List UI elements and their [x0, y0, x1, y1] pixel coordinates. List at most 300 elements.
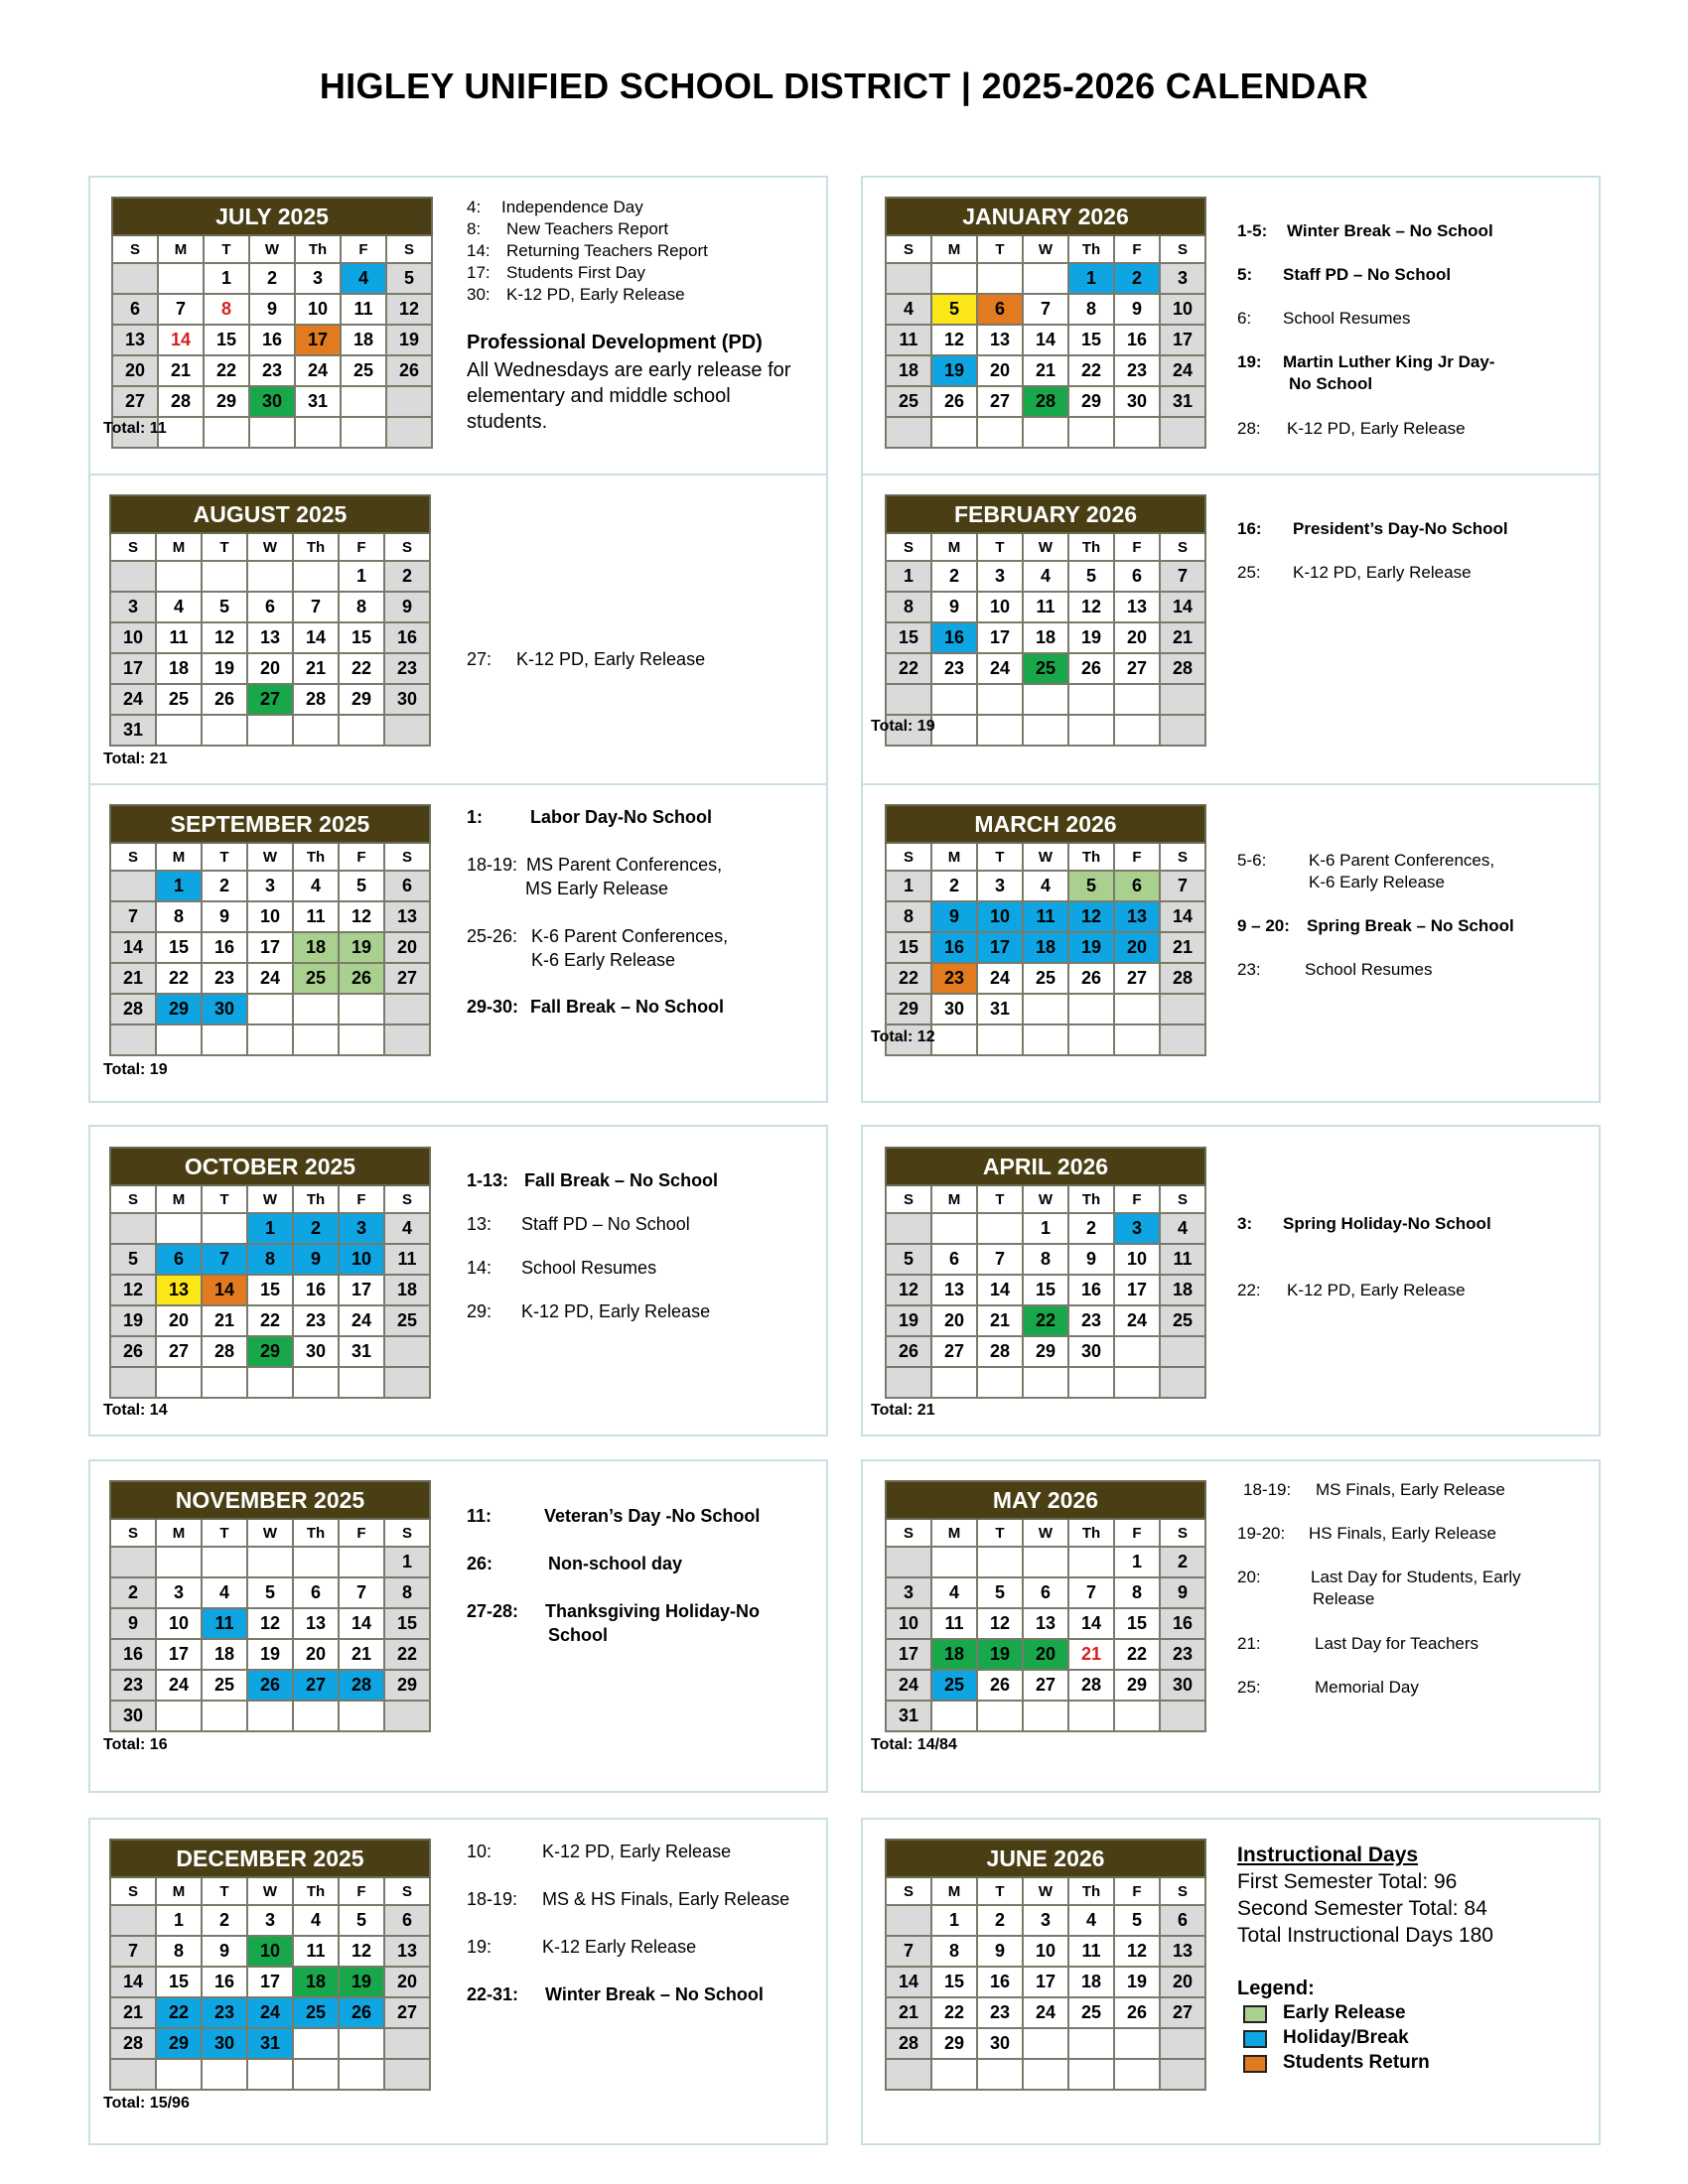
event-list-august: 27: K-12 PD, Early Release — [467, 649, 706, 669]
day-cell: 16 — [110, 1639, 156, 1670]
calendar-february-2026 — [885, 494, 1206, 747]
day-cell: 1 — [931, 1905, 977, 1936]
day-cell: 19 — [386, 325, 432, 355]
month-header: MARCH 2026 — [886, 805, 1205, 843]
day-cell: 21 — [158, 355, 204, 386]
day-cell: 26 — [339, 1997, 384, 2028]
weekday-label: M — [156, 1519, 202, 1547]
day-cell: 25 — [1023, 963, 1068, 994]
empty-cell — [1160, 1336, 1205, 1367]
day-cell: 16 — [202, 1967, 247, 1997]
empty-cell — [931, 715, 977, 746]
weekday-label: M — [931, 235, 977, 263]
day-cell: 11 — [202, 1608, 247, 1639]
day-cell: 8 — [339, 592, 384, 622]
day-cell: 28 — [1068, 1670, 1114, 1701]
day-cell: 21 — [202, 1305, 247, 1336]
day-cell: 26 — [110, 1336, 156, 1367]
day-cell: 23 — [1160, 1639, 1205, 1670]
empty-cell — [386, 417, 432, 448]
weekday-label: W — [1023, 1877, 1068, 1905]
empty-cell — [293, 561, 339, 592]
empty-cell — [202, 2059, 247, 2090]
day-cell: 14 — [1160, 901, 1205, 932]
day-cell: 23 — [202, 963, 247, 994]
empty-cell — [1160, 684, 1205, 715]
day-cell: 22 — [886, 963, 931, 994]
day-cell: 30 — [977, 2028, 1023, 2059]
empty-cell — [1114, 715, 1160, 746]
day-cell: 3 — [1160, 263, 1205, 294]
weekday-label: M — [156, 1185, 202, 1213]
day-cell: 29 — [1023, 1336, 1068, 1367]
day-cell: 5 — [1068, 561, 1114, 592]
day-cell: 5 — [931, 294, 977, 325]
day-cell: 31 — [886, 1701, 931, 1731]
day-cell: 2 — [249, 263, 295, 294]
day-cell: 23 — [110, 1670, 156, 1701]
empty-cell — [247, 1701, 293, 1731]
day-cell: 12 — [1068, 901, 1114, 932]
weekday-label: F — [339, 1877, 384, 1905]
weekday-label: F — [1114, 1185, 1160, 1213]
empty-cell — [204, 417, 249, 448]
day-cell: 3 — [977, 561, 1023, 592]
day-cell: 21 — [977, 1305, 1023, 1336]
weekday-label: Th — [293, 1877, 339, 1905]
empty-cell — [386, 386, 432, 417]
pd-body: All Wednesdays are early release for elementary and middle school students. — [467, 359, 791, 433]
day-cell: 11 — [1023, 592, 1068, 622]
day-cell: 7 — [110, 1936, 156, 1967]
day-cell: 18 — [931, 1639, 977, 1670]
empty-cell — [384, 2059, 430, 2090]
empty-cell — [1114, 1024, 1160, 1055]
empty-cell — [886, 1213, 931, 1244]
day-cell: 6 — [1114, 561, 1160, 592]
weekday-label: T — [202, 843, 247, 871]
day-cell: 18 — [1023, 932, 1068, 963]
empty-cell — [202, 1701, 247, 1731]
empty-cell — [1068, 1367, 1114, 1398]
weekday-label: S — [1160, 533, 1205, 561]
day-cell: 13 — [156, 1275, 202, 1305]
day-cell: 21 — [339, 1639, 384, 1670]
calendar-july-2025 — [111, 197, 433, 449]
weekday-label: W — [249, 235, 295, 263]
day-cell: 11 — [931, 1608, 977, 1639]
weekday-label: W — [247, 843, 293, 871]
day-cell: 29 — [204, 386, 249, 417]
day-cell: 4 — [1160, 1213, 1205, 1244]
day-cell: 13 — [931, 1275, 977, 1305]
empty-cell — [384, 994, 430, 1024]
day-cell: 9 — [931, 592, 977, 622]
day-cell: 30 — [1114, 386, 1160, 417]
day-cell: 18 — [202, 1639, 247, 1670]
month-header: FEBRUARY 2026 — [886, 495, 1205, 533]
day-cell: 13 — [977, 325, 1023, 355]
day-cell: 17 — [110, 653, 156, 684]
weekday-label: W — [247, 1877, 293, 1905]
day-cell: 10 — [977, 901, 1023, 932]
day-cell: 12 — [886, 1275, 931, 1305]
day-cell: 19 — [931, 355, 977, 386]
empty-cell — [977, 715, 1023, 746]
day-cell: 28 — [202, 1336, 247, 1367]
day-cell: 26 — [977, 1670, 1023, 1701]
day-cell: 8 — [931, 1936, 977, 1967]
weekday-label: S — [886, 533, 931, 561]
empty-cell — [341, 417, 386, 448]
weekday-label: F — [1114, 1877, 1160, 1905]
day-cell: 1 — [339, 561, 384, 592]
weekday-label: F — [339, 533, 384, 561]
empty-cell — [1160, 715, 1205, 746]
day-cell: 2 — [1068, 1213, 1114, 1244]
day-cell: 21 — [1160, 622, 1205, 653]
pd-title: Professional Development (PD) — [467, 332, 763, 353]
day-cell: 26 — [1068, 653, 1114, 684]
day-cell: 14 — [1023, 325, 1068, 355]
day-cell: 27 — [384, 963, 430, 994]
day-cell: 2 — [110, 1577, 156, 1608]
day-cell: 24 — [977, 963, 1023, 994]
day-cell: 17 — [977, 622, 1023, 653]
empty-cell — [1023, 1701, 1068, 1731]
day-cell: 14 — [110, 932, 156, 963]
month-header: OCTOBER 2025 — [110, 1148, 430, 1185]
day-cell: 6 — [1160, 1905, 1205, 1936]
day-cell: 17 — [1023, 1967, 1068, 1997]
day-cell: 4 — [384, 1213, 430, 1244]
day-cell: 17 — [295, 325, 341, 355]
day-cell: 22 — [1068, 355, 1114, 386]
day-cell: 7 — [1023, 294, 1068, 325]
weekday-label: T — [202, 533, 247, 561]
empty-cell — [249, 417, 295, 448]
day-cell: 23 — [1114, 355, 1160, 386]
empty-cell — [1114, 684, 1160, 715]
day-cell: 1 — [247, 1213, 293, 1244]
first-semester-total: First Semester Total: 96 — [1237, 1870, 1458, 1893]
empty-cell — [977, 417, 1023, 448]
empty-cell — [1160, 2028, 1205, 2059]
day-cell: 31 — [110, 715, 156, 746]
day-cell: 6 — [384, 1905, 430, 1936]
day-cell: 4 — [293, 871, 339, 901]
empty-cell — [339, 1701, 384, 1731]
day-cell: 30 — [1160, 1670, 1205, 1701]
day-cell: 29 — [339, 684, 384, 715]
day-cell: 19 — [339, 932, 384, 963]
empty-cell — [1023, 1024, 1068, 1055]
calendar-january-2026 — [885, 197, 1206, 449]
day-cell: 12 — [110, 1275, 156, 1305]
empty-cell — [1160, 1701, 1205, 1731]
day-cell: 22 — [384, 1639, 430, 1670]
day-cell: 3 — [295, 263, 341, 294]
day-cell: 1 — [1023, 1213, 1068, 1244]
day-cell: 30 — [202, 994, 247, 1024]
day-cell: 31 — [977, 994, 1023, 1024]
day-cell: 18 — [156, 653, 202, 684]
day-cell: 11 — [1160, 1244, 1205, 1275]
empty-cell — [886, 1367, 931, 1398]
day-cell: 29 — [247, 1336, 293, 1367]
day-cell: 13 — [384, 901, 430, 932]
day-cell: 18 — [886, 355, 931, 386]
calendar-may-2026 — [885, 1480, 1206, 1732]
day-cell: 15 — [1068, 325, 1114, 355]
day-cell: 20 — [1114, 932, 1160, 963]
empty-cell — [293, 2028, 339, 2059]
empty-cell — [1023, 1547, 1068, 1577]
empty-cell — [1068, 2059, 1114, 2090]
calendar-june-2026 — [885, 1839, 1206, 2091]
day-cell: 2 — [931, 561, 977, 592]
day-cell: 17 — [977, 932, 1023, 963]
day-cell: 15 — [384, 1608, 430, 1639]
day-cell: 7 — [1160, 871, 1205, 901]
day-cell: 19 — [339, 1967, 384, 1997]
day-cell: 30 — [293, 1336, 339, 1367]
day-cell: 13 — [1114, 592, 1160, 622]
day-cell: 15 — [1023, 1275, 1068, 1305]
day-cell: 15 — [1114, 1608, 1160, 1639]
day-cell: 21 — [293, 653, 339, 684]
calendar-november-2025 — [109, 1480, 431, 1732]
day-cell: 7 — [977, 1244, 1023, 1275]
month-header: MAY 2026 — [886, 1481, 1205, 1519]
weekday-label: S — [110, 533, 156, 561]
day-cell: 27 — [293, 1670, 339, 1701]
day-cell: 2 — [384, 561, 430, 592]
day-cell: 24 — [1114, 1305, 1160, 1336]
day-cell: 20 — [384, 1967, 430, 1997]
weekday-label: W — [1023, 1185, 1068, 1213]
weekday-label: M — [156, 1877, 202, 1905]
empty-cell — [977, 1547, 1023, 1577]
day-cell: 11 — [341, 294, 386, 325]
calendar-december-2025 — [109, 1839, 431, 2091]
day-cell: 4 — [931, 1577, 977, 1608]
day-cell: 18 — [1068, 1967, 1114, 1997]
weekday-label: M — [931, 843, 977, 871]
day-cell: 30 — [202, 2028, 247, 2059]
day-cell: 9 — [1114, 294, 1160, 325]
day-cell: 16 — [293, 1275, 339, 1305]
day-cell: 20 — [931, 1305, 977, 1336]
empty-cell — [384, 1336, 430, 1367]
day-cell: 25 — [886, 386, 931, 417]
day-cell: 13 — [112, 325, 158, 355]
month-header: APRIL 2026 — [886, 1148, 1205, 1185]
day-cell: 24 — [295, 355, 341, 386]
empty-cell — [1114, 1367, 1160, 1398]
day-cell: 3 — [977, 871, 1023, 901]
day-cell: 18 — [384, 1275, 430, 1305]
day-cell: 17 — [1114, 1275, 1160, 1305]
day-cell: 24 — [977, 653, 1023, 684]
day-cell: 25 — [293, 963, 339, 994]
day-cell: 13 — [247, 622, 293, 653]
day-cell: 17 — [247, 1967, 293, 1997]
day-cell: 3 — [110, 592, 156, 622]
month-header: DECEMBER 2025 — [110, 1840, 430, 1877]
weekday-label: W — [247, 533, 293, 561]
day-cell: 9 — [931, 901, 977, 932]
day-cell: 1 — [1114, 1547, 1160, 1577]
empty-cell — [339, 2059, 384, 2090]
day-cell: 4 — [202, 1577, 247, 1608]
day-cell: 4 — [886, 294, 931, 325]
day-cell: 22 — [204, 355, 249, 386]
day-cell: 5 — [386, 263, 432, 294]
calendar-march-2026 — [885, 804, 1206, 1056]
day-cell: 1 — [156, 1905, 202, 1936]
empty-cell — [1023, 1367, 1068, 1398]
day-cell: 6 — [977, 294, 1023, 325]
legend-swatch-holiday-break — [1243, 2030, 1267, 2048]
weekday-label: F — [1114, 533, 1160, 561]
empty-cell — [339, 1547, 384, 1577]
day-cell: 23 — [384, 653, 430, 684]
event-list-july: 4: Independence Day 8: New Teachers Report 14: Returning Teachers Report 17: Students First Day 30: K-12 PD, Early Release — [467, 198, 708, 304]
day-cell: 7 — [339, 1577, 384, 1608]
day-cell: 18 — [1160, 1275, 1205, 1305]
weekday-label: S — [886, 1185, 931, 1213]
day-cell: 25 — [341, 355, 386, 386]
weekday-label: S — [384, 843, 430, 871]
day-cell: 13 — [1160, 1936, 1205, 1967]
day-cell: 6 — [293, 1577, 339, 1608]
empty-cell — [110, 1547, 156, 1577]
day-cell: 6 — [112, 294, 158, 325]
empty-cell — [1068, 684, 1114, 715]
month-total: Total: 15/96 — [103, 2095, 190, 2112]
day-cell: 4 — [341, 263, 386, 294]
weekday-label: S — [384, 533, 430, 561]
weekday-label: T — [204, 235, 249, 263]
day-cell: 5 — [202, 592, 247, 622]
day-cell: 1 — [204, 263, 249, 294]
empty-cell — [112, 263, 158, 294]
day-cell: 31 — [295, 386, 341, 417]
empty-cell — [339, 1024, 384, 1055]
empty-cell — [339, 2028, 384, 2059]
weekday-label: W — [247, 1519, 293, 1547]
weekday-label: S — [386, 235, 432, 263]
day-cell: 9 — [977, 1936, 1023, 1967]
weekday-label: S — [1160, 843, 1205, 871]
day-cell: 4 — [1068, 1905, 1114, 1936]
day-cell: 19 — [1114, 1967, 1160, 1997]
weekday-label: Th — [293, 533, 339, 561]
empty-cell — [886, 1905, 931, 1936]
empty-cell — [931, 2059, 977, 2090]
day-cell: 10 — [977, 592, 1023, 622]
day-cell: 24 — [339, 1305, 384, 1336]
empty-cell — [293, 1024, 339, 1055]
day-cell: 7 — [1160, 561, 1205, 592]
day-cell: 27 — [1114, 963, 1160, 994]
day-cell: 8 — [156, 901, 202, 932]
day-cell: 6 — [247, 592, 293, 622]
month-total: Total: 12 — [871, 1028, 935, 1045]
day-cell: 15 — [886, 932, 931, 963]
day-cell: 2 — [1160, 1547, 1205, 1577]
empty-cell — [886, 1547, 931, 1577]
day-cell: 2 — [931, 871, 977, 901]
day-cell: 13 — [384, 1936, 430, 1967]
day-cell: 9 — [293, 1244, 339, 1275]
day-cell: 26 — [886, 1336, 931, 1367]
day-cell: 25 — [384, 1305, 430, 1336]
day-cell: 10 — [295, 294, 341, 325]
empty-cell — [339, 715, 384, 746]
day-cell: 8 — [1068, 294, 1114, 325]
legend-early-release: Early Release — [1283, 2002, 1406, 2023]
day-cell: 17 — [339, 1275, 384, 1305]
weekday-label: S — [886, 843, 931, 871]
day-cell: 22 — [1114, 1639, 1160, 1670]
day-cell: 14 — [1068, 1608, 1114, 1639]
weekday-label: M — [931, 533, 977, 561]
day-cell: 10 — [886, 1608, 931, 1639]
weekday-label: Th — [1068, 1877, 1114, 1905]
day-cell: 25 — [931, 1670, 977, 1701]
day-cell: 25 — [293, 1997, 339, 2028]
empty-cell — [977, 684, 1023, 715]
empty-cell — [1160, 417, 1205, 448]
day-cell: 10 — [1114, 1244, 1160, 1275]
day-cell: 5 — [886, 1244, 931, 1275]
day-cell: 28 — [1160, 653, 1205, 684]
day-cell: 14 — [293, 622, 339, 653]
day-cell: 21 — [110, 1997, 156, 2028]
day-cell: 10 — [247, 901, 293, 932]
day-cell: 11 — [293, 1936, 339, 1967]
weekday-label: S — [886, 1877, 931, 1905]
day-cell: 8 — [1114, 1577, 1160, 1608]
day-cell: 5 — [110, 1244, 156, 1275]
weekday-label: T — [202, 1877, 247, 1905]
empty-cell — [886, 263, 931, 294]
day-cell: 16 — [202, 932, 247, 963]
day-cell: 26 — [247, 1670, 293, 1701]
day-cell: 12 — [386, 294, 432, 325]
day-cell: 1 — [384, 1547, 430, 1577]
weekday-label: W — [1023, 1519, 1068, 1547]
day-cell: 13 — [293, 1608, 339, 1639]
day-cell: 14 — [339, 1608, 384, 1639]
day-cell: 19 — [1068, 622, 1114, 653]
day-cell: 3 — [247, 871, 293, 901]
day-cell: 8 — [204, 294, 249, 325]
empty-cell — [931, 684, 977, 715]
weekday-label: Th — [1068, 1185, 1114, 1213]
empty-cell — [977, 1213, 1023, 1244]
day-cell: 28 — [977, 1336, 1023, 1367]
day-cell: 12 — [339, 901, 384, 932]
weekday-label: Th — [293, 1519, 339, 1547]
day-cell: 19 — [247, 1639, 293, 1670]
weekday-label: Th — [1068, 843, 1114, 871]
month-header: AUGUST 2025 — [110, 495, 430, 533]
day-cell: 9 — [202, 1936, 247, 1967]
day-cell: 1 — [156, 871, 202, 901]
